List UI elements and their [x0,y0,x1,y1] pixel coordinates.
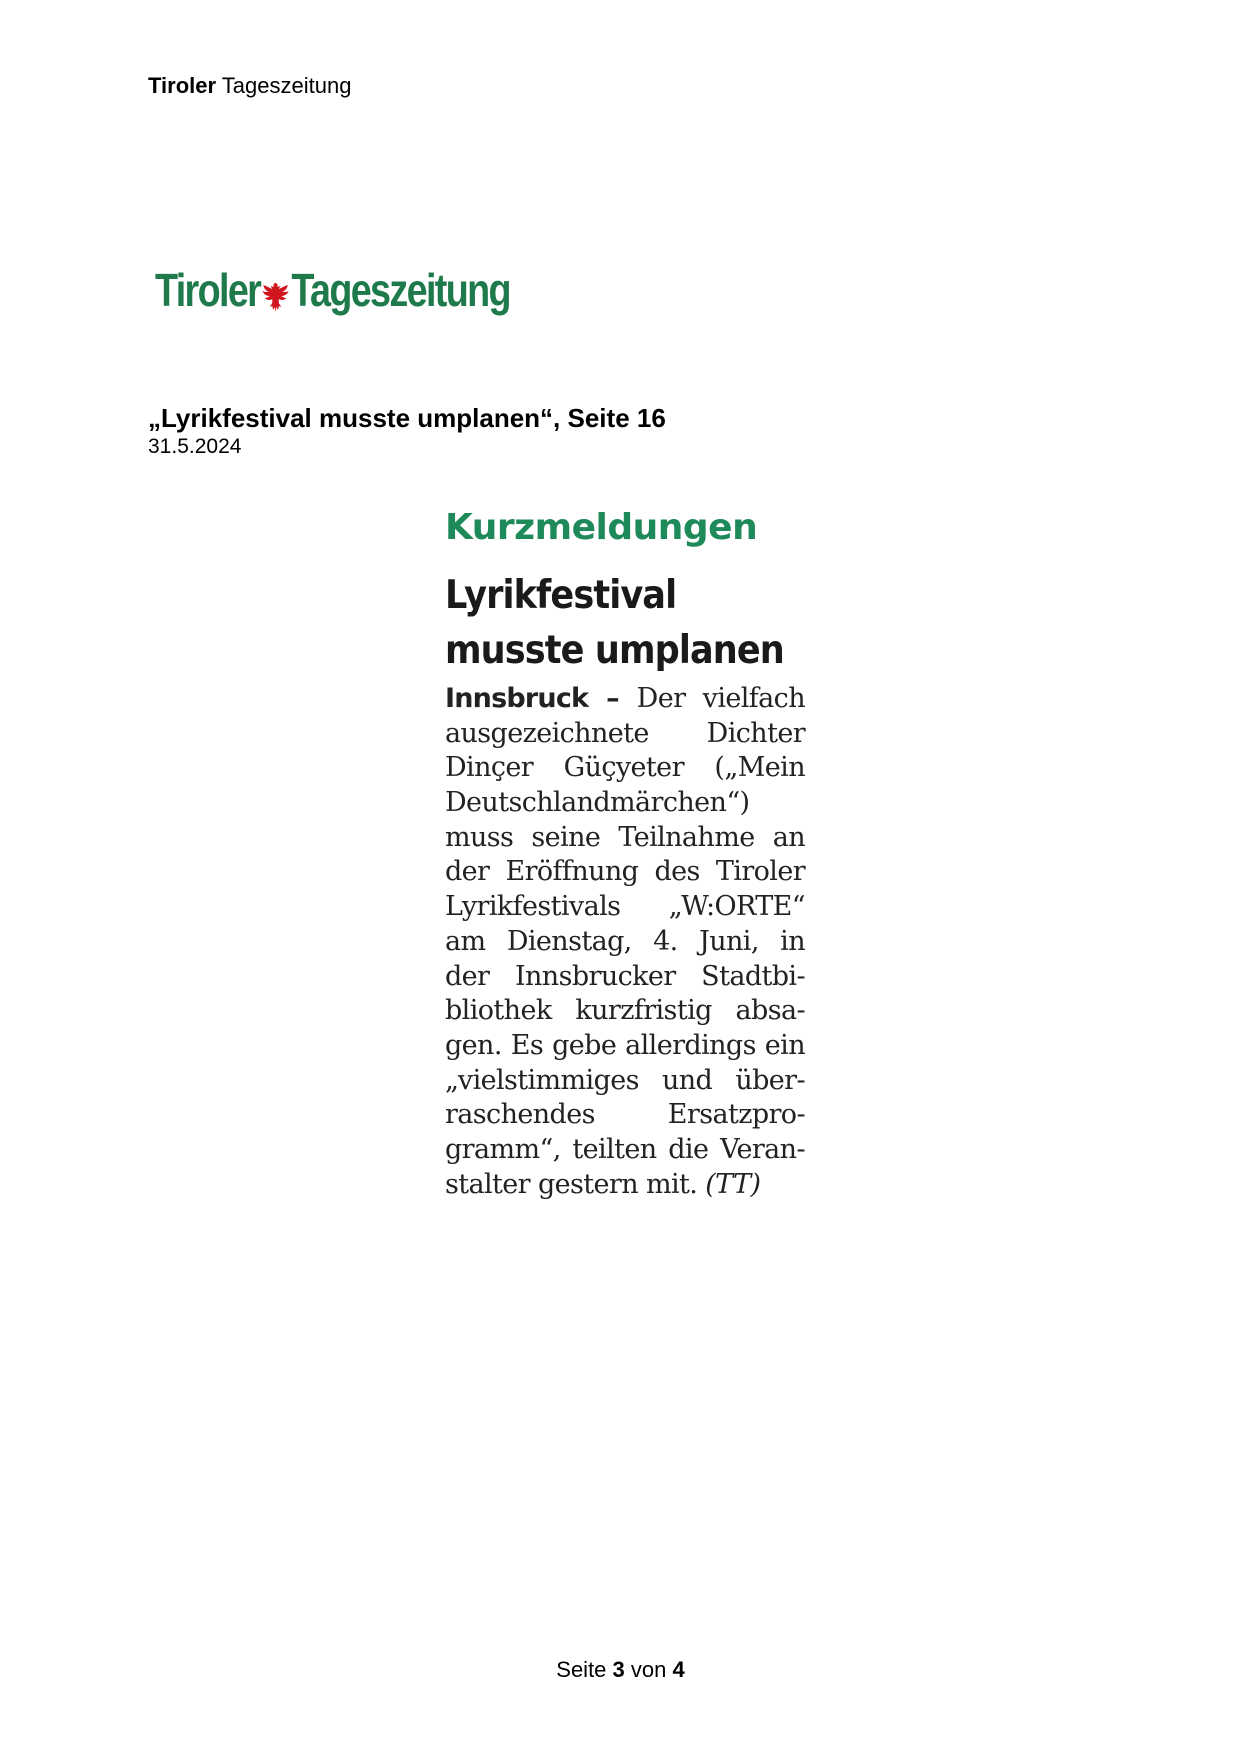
headline-line-2: musste umplanen [445,628,784,673]
article-date: 31.5.2024 [148,435,242,458]
page-label-middle: von [624,1657,673,1682]
body-line: Deutschlandmärchen“) [445,787,750,819]
body-line: ausgezeichnete Dichter [445,717,805,749]
page-number: 3 [612,1657,625,1682]
newspaper-clipping [445,500,805,1202]
logo-text-right: Tageszeitung [291,264,510,316]
body-line: muss seine Teilnahme an [445,821,805,853]
body-line: gen. Es gebe allerdings ein [445,1029,805,1061]
body-line: Dinçer Güçyeter („Mein [445,752,805,784]
body-line: raschendes Ersatzpro- [445,1099,805,1131]
body-line: gramm“, teilten die Veran- [445,1133,805,1165]
body-line: am Dienstag, 4. Juni, in [445,925,805,957]
dateline: Innsbruck [445,683,589,714]
body-line: „vielstimmiges und über- [445,1064,805,1096]
page-total: 4 [672,1657,685,1682]
section-label: Kurzmeldungen [445,507,758,548]
body-line [445,682,805,717]
newspaper-logo [155,262,510,318]
body-line-text: stalter gestern mit. [445,1168,698,1200]
headline [445,568,784,678]
article-title: „Lyrikfestival musste umplanen“, Seite 16 [148,403,666,433]
body-line: der Eröffnung des Tiroler [445,856,805,888]
header-brand-bold: Tiroler [148,73,217,98]
headline-line-1: Lyrikfestival [445,573,677,618]
tyrolean-eagle-icon [262,272,290,308]
document-header [148,72,351,100]
body-line: der Innsbrucker Stadtbi- [445,960,805,992]
logo-text-left: Tiroler [155,264,261,316]
article-body [445,682,805,1202]
body-line: Lyrikfestivals „W:ORTE“ [445,891,805,923]
body-line [445,1168,805,1203]
header-brand-rest: Tageszeitung [216,73,352,98]
body-line: bliothek kurzfristig absa- [445,995,805,1027]
body-line-text: Der vielfach [636,683,805,714]
page-label-prefix: Seite [556,1657,613,1682]
dateline-dash: – [588,683,637,714]
article-meta [148,402,666,460]
page-footer [0,1656,1241,1684]
author-credit: (TT) [705,1168,761,1200]
